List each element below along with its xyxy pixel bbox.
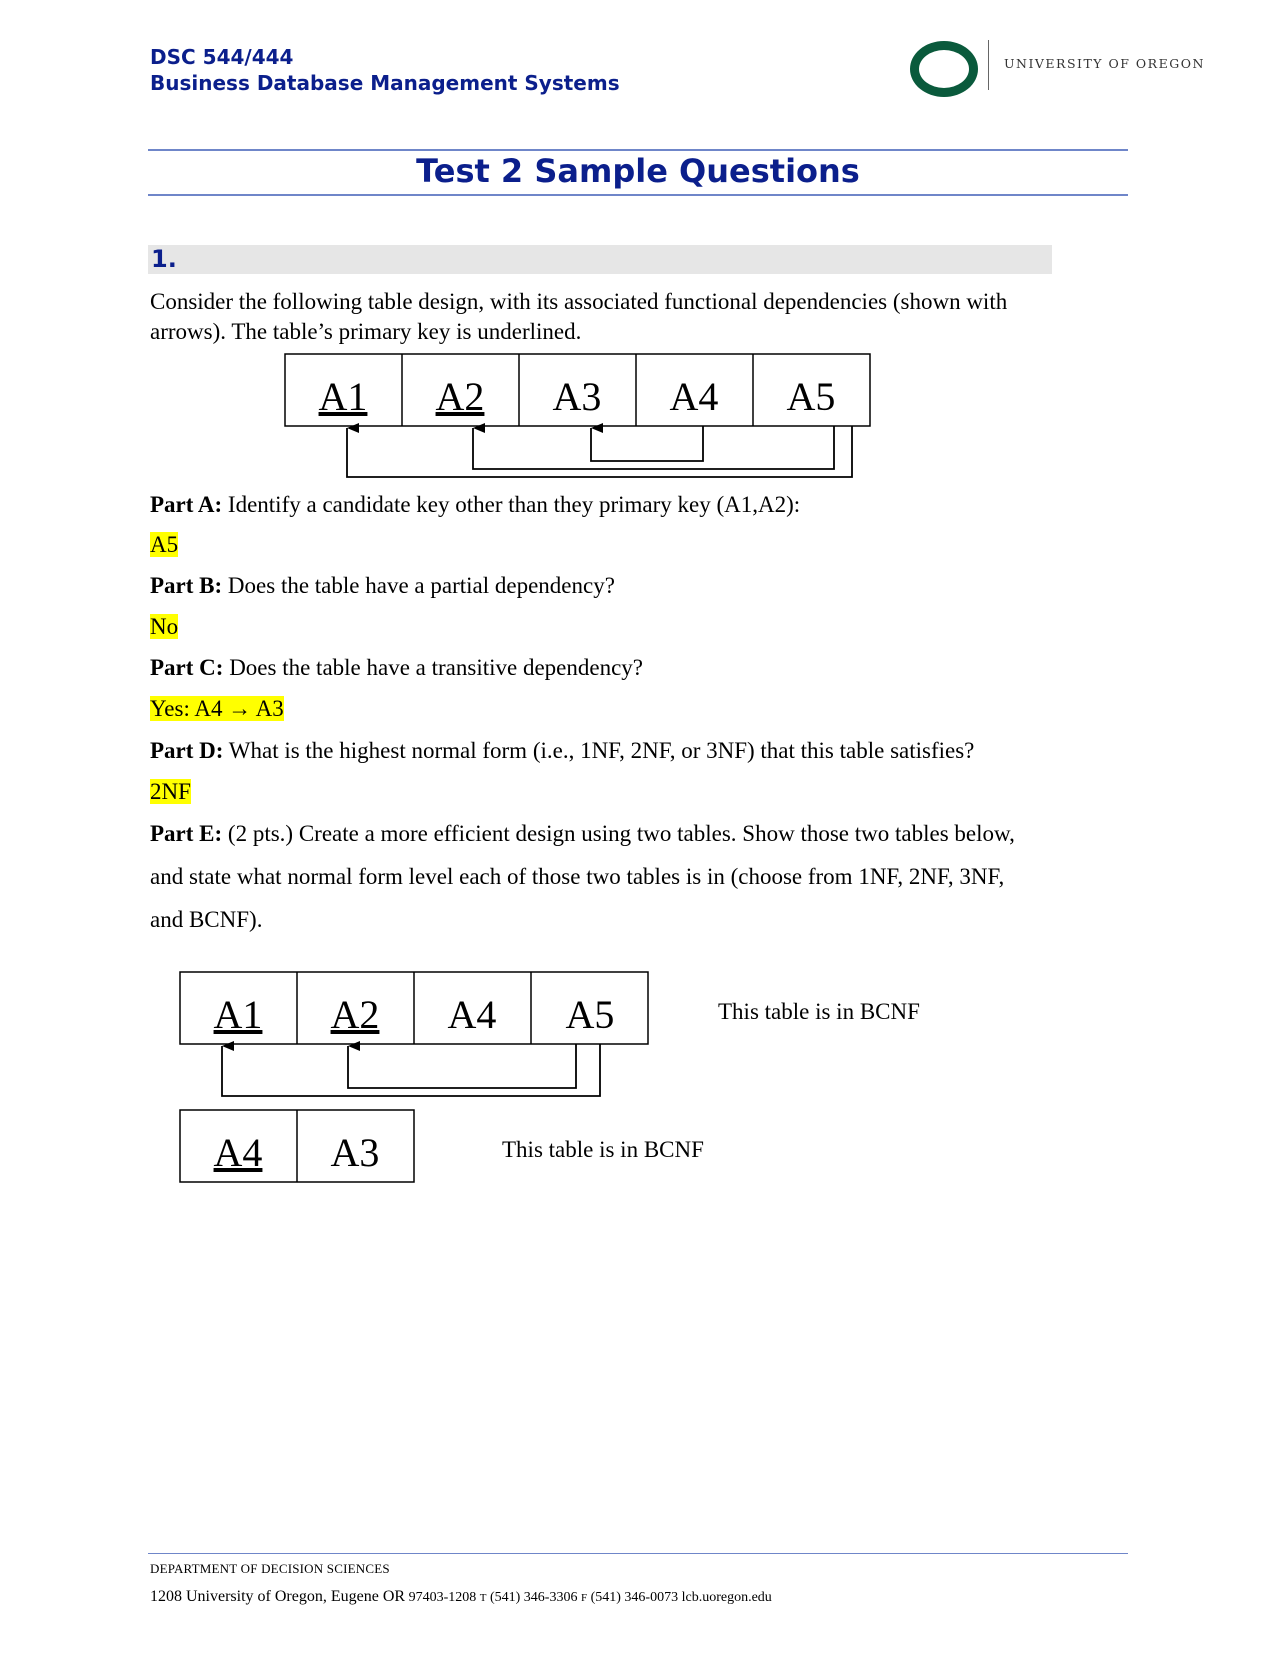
table2-col-a4: A4: [447, 992, 497, 1037]
part-b-text: Does the table have a partial dependency?: [222, 573, 615, 598]
part-c-answer: Yes: A4 → A3: [150, 696, 284, 721]
question-number: 1.: [151, 245, 177, 273]
footer-address: [150, 1588, 772, 1606]
part-a-question: [150, 490, 800, 520]
table1-col-a3: A3: [552, 374, 602, 419]
table1-col-a2: A2: [435, 374, 485, 419]
table3-col-a4: A4: [213, 1130, 263, 1175]
fd-arrow-a5-to-a2: [473, 426, 834, 469]
footer-rule: [148, 1553, 1128, 1554]
part-c-answer-row: [150, 694, 284, 724]
footer-department: DEPARTMENT OF DECISION SCIENCES: [150, 1561, 390, 1576]
table2-normal-form-note: This table is in BCNF: [718, 999, 920, 1024]
footer-t-label: T: [479, 1592, 487, 1604]
part-b-label: Part B:: [150, 573, 223, 598]
table-diagram-3: [170, 1106, 430, 1190]
part-a-answer-row: [150, 530, 178, 560]
title-top-rule: [148, 149, 1128, 151]
part-b-answer-row: [150, 612, 178, 642]
part-e-line-3: and BCNF).: [150, 907, 263, 932]
table1-col-a5: A5: [786, 374, 836, 419]
course-code: DSC 544/444: [150, 45, 294, 69]
part-d-answer: 2NF: [150, 779, 191, 804]
footer-f-label: F: [580, 1592, 588, 1604]
question-bar: [148, 245, 1052, 274]
part-e-line-2: and state what normal form level each of those two tables is in (choose from 1NF, 2NF, 3NF,: [150, 864, 1005, 889]
table3-col-a3: A3: [330, 1130, 380, 1175]
footer-fax: (541) 346-0073: [590, 1590, 679, 1605]
course-name: Business Database Management Systems: [150, 71, 620, 95]
title-bottom-rule: [148, 194, 1128, 196]
dependency-diagram-1: [270, 350, 880, 485]
table2-col-a2: A2: [330, 992, 380, 1037]
footer-phone: (541) 346-3306: [489, 1590, 578, 1605]
table2-col-a5: A5: [565, 992, 615, 1037]
table2-col-a1: A1: [213, 992, 263, 1037]
part-a-label: Part A:: [150, 492, 223, 517]
part-c-label: Part C:: [150, 655, 224, 680]
dependency-diagram-2: [170, 968, 660, 1103]
footer-zip: 97403-1208: [408, 1590, 477, 1605]
table1-col-a1: A1: [318, 374, 368, 419]
intro-line-2: arrows). The table’s primary key is underlined.: [150, 319, 582, 344]
part-a-answer: A5: [150, 532, 179, 557]
intro-line-1: Consider the following table design, with its associated functional dependencies (shown with: [150, 289, 1008, 314]
logo-divider: [988, 40, 989, 90]
part-a-text: Identify a candidate key other than they primary key (A1,A2):: [222, 492, 801, 517]
university-o-logo: [910, 41, 978, 97]
part-d-text: What is the highest normal form (i.e., 1NF, 2NF, or 3NF) that this table satisfies?: [223, 738, 975, 763]
part-c-text: Does the table have a transitive dependency?: [223, 655, 644, 680]
part-e-label: Part E:: [150, 821, 223, 846]
part-d-answer-row: [150, 777, 191, 807]
footer-address-main: 1208 University of Oregon, Eugene OR: [150, 1588, 406, 1605]
part-c-question: [150, 653, 643, 683]
university-name: UNIVERSITY OF OREGON: [1004, 56, 1205, 71]
part-b-question: [150, 571, 615, 601]
part-d-question: [150, 736, 974, 766]
fd-arrow-t2-a5-to-a2: [348, 1044, 576, 1088]
table3-normal-form-note: This table is in BCNF: [502, 1137, 704, 1162]
footer-web: lcb.uoregon.edu: [681, 1590, 772, 1605]
part-b-answer: No: [150, 614, 179, 639]
page-title: Test 2 Sample Questions: [416, 152, 860, 190]
fd-arrow-a4-to-a3: [591, 426, 703, 461]
part-e-line-1: [150, 819, 1015, 849]
part-e-text-1: (2 pts.) Create a more efficient design using two tables. Show those two tables below,: [222, 821, 1015, 846]
part-d-label: Part D:: [150, 738, 224, 763]
table1-col-a4: A4: [669, 374, 719, 419]
